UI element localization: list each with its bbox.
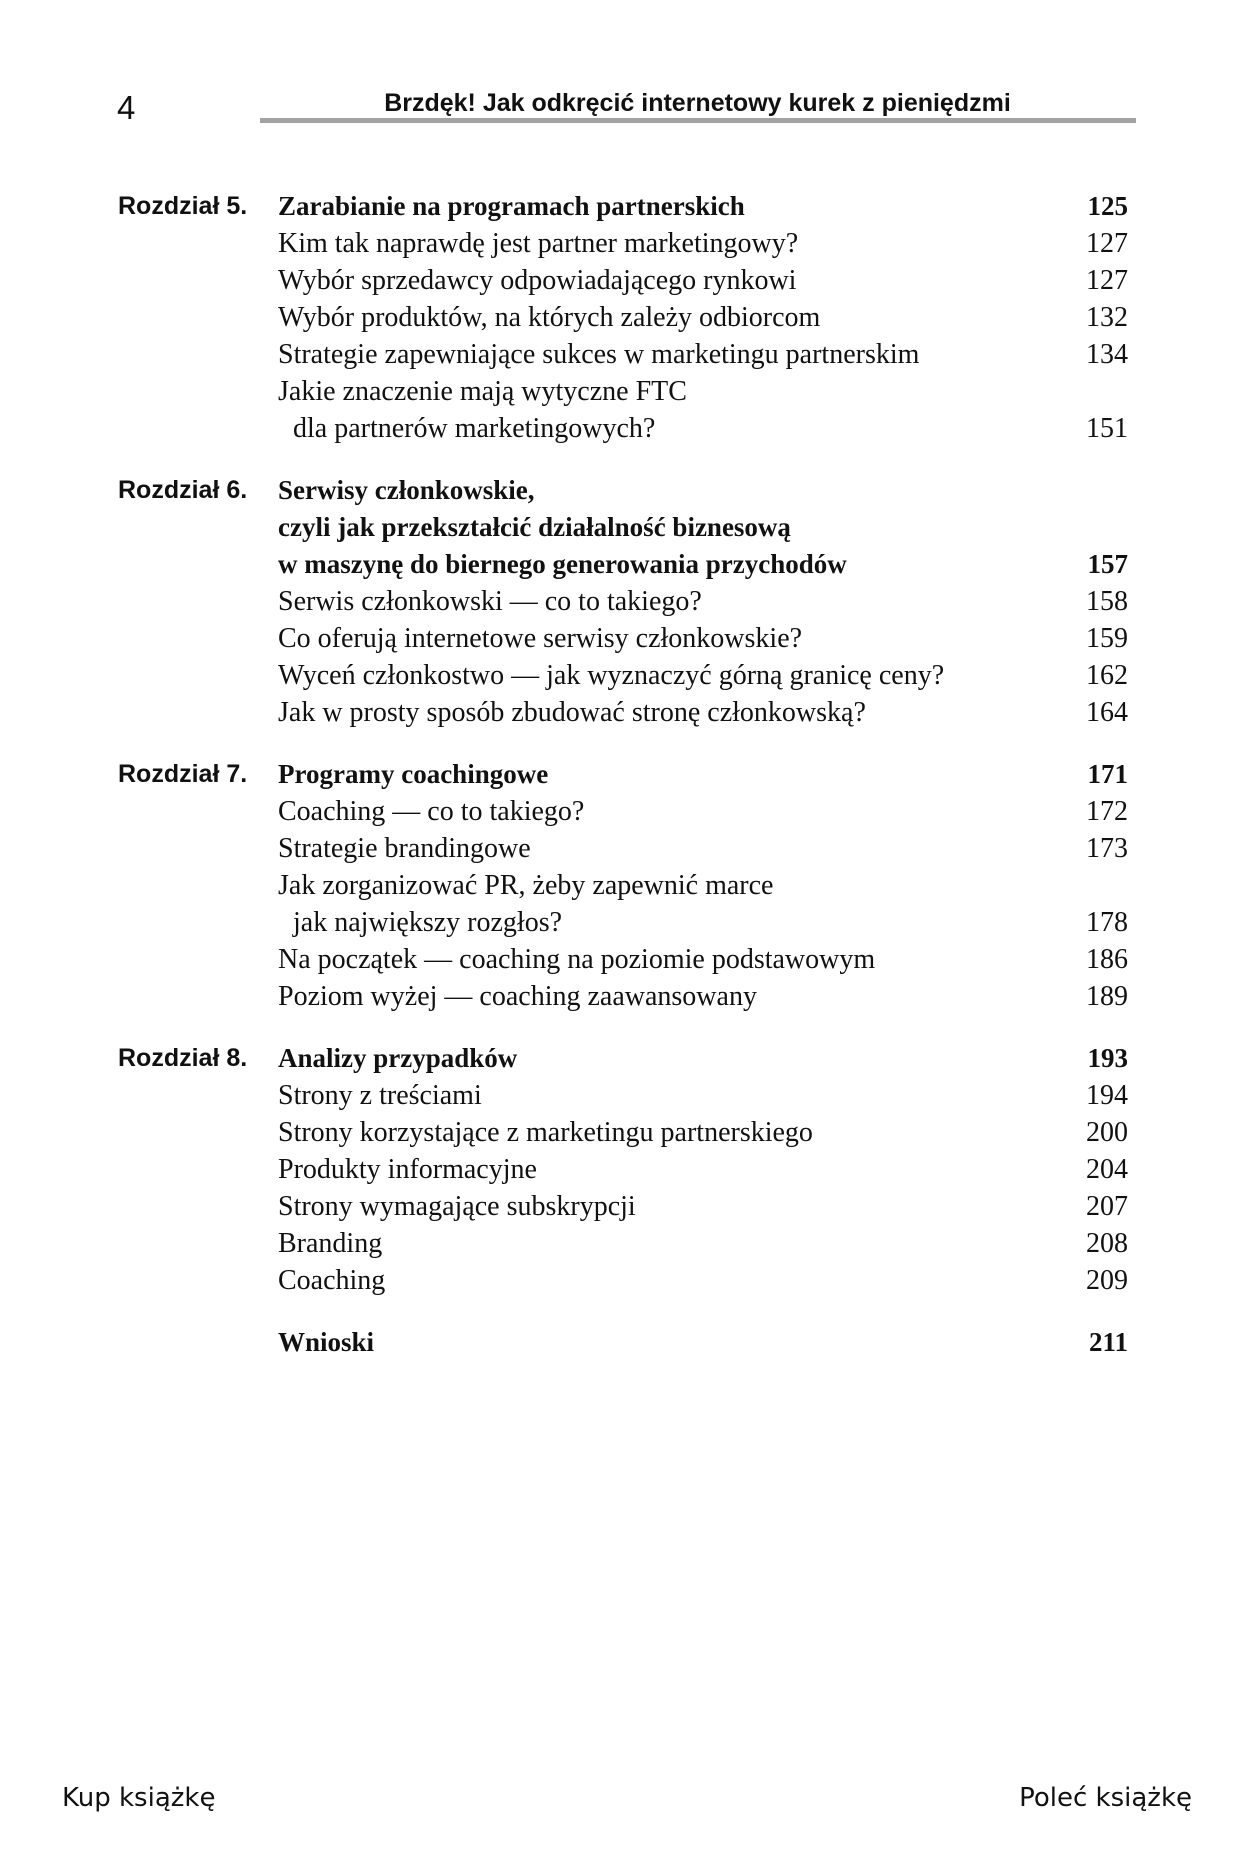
section-title: Produkty informacyjne bbox=[278, 1154, 537, 1185]
section-title: Strony z treściami bbox=[278, 1080, 482, 1111]
chapter-block bbox=[0, 188, 1244, 447]
chapter-title: Zarabianie na programach partnerskich bbox=[278, 191, 745, 221]
section-title: Jak zorganizować PR, żeby zapewnić marce bbox=[278, 870, 774, 901]
chapter-label: Rozdział 8. bbox=[118, 1044, 248, 1072]
section-title: jak największy rozgłos? bbox=[293, 907, 563, 938]
section-page-number: 208 bbox=[1086, 1228, 1128, 1259]
section-line bbox=[0, 1151, 1244, 1188]
section-page-number: 134 bbox=[1086, 339, 1128, 370]
section-line bbox=[0, 694, 1244, 731]
section-page-number: 186 bbox=[1086, 944, 1128, 975]
chapter-page-number: 193 bbox=[1087, 1043, 1128, 1073]
chapter-block bbox=[0, 1040, 1244, 1299]
section-line bbox=[0, 657, 1244, 694]
conclusion-block bbox=[0, 1324, 1244, 1361]
running-title: Brzdęk! Jak odkręcić internetowy kurek z pieniędzmi bbox=[384, 89, 1011, 117]
chapter-block bbox=[0, 472, 1244, 731]
chapter-title-line bbox=[0, 756, 1244, 793]
section-page-number: 204 bbox=[1086, 1154, 1128, 1185]
conclusion-page-number: 211 bbox=[1088, 1327, 1128, 1357]
chapter-title: w maszynę do biernego generowania przychodów bbox=[278, 549, 847, 579]
chapter-title: Serwisy członkowskie, bbox=[278, 475, 535, 505]
section-title: Kim tak naprawdę jest partner marketingowy? bbox=[278, 228, 799, 259]
section-title: Branding bbox=[278, 1228, 383, 1259]
section-line bbox=[0, 793, 1244, 830]
section-page-number: 178 bbox=[1086, 907, 1128, 938]
section-title: Wybór sprzedawcy odpowiadającego rynkowi bbox=[278, 265, 797, 296]
section-page-number: 151 bbox=[1086, 413, 1128, 444]
section-line bbox=[0, 1225, 1244, 1262]
section-title: Jakie znaczenie mają wytyczne FTC bbox=[278, 376, 687, 407]
header-rule bbox=[260, 118, 1136, 123]
section-line bbox=[0, 1262, 1244, 1299]
section-line bbox=[0, 299, 1244, 336]
chapter-title: Programy coachingowe bbox=[278, 759, 549, 789]
section-line bbox=[0, 336, 1244, 373]
section-line bbox=[0, 1188, 1244, 1225]
conclusion-line bbox=[0, 1324, 1244, 1361]
section-page-number: 173 bbox=[1086, 833, 1128, 864]
section-line bbox=[0, 225, 1244, 262]
section-line bbox=[0, 904, 1244, 941]
section-line bbox=[0, 410, 1244, 447]
section-page-number: 172 bbox=[1086, 796, 1128, 827]
section-page-number: 132 bbox=[1086, 302, 1128, 333]
section-title: Strony korzystające z marketingu partnerskiego bbox=[278, 1117, 813, 1148]
section-line bbox=[0, 620, 1244, 657]
chapter-label: Rozdział 5. bbox=[118, 192, 248, 220]
page-number: 4 bbox=[117, 89, 136, 126]
chapter-label: Rozdział 7. bbox=[118, 760, 248, 788]
chapter-title-line bbox=[0, 472, 1244, 509]
section-title: dla partnerów marketingowych? bbox=[293, 413, 656, 444]
chapter-block bbox=[0, 756, 1244, 1015]
chapter-title-line bbox=[0, 188, 1244, 225]
chapter-title: Analizy przypadków bbox=[278, 1043, 518, 1073]
section-line bbox=[0, 867, 1244, 904]
section-title: Na początek — coaching na poziomie podstawowym bbox=[278, 944, 876, 975]
section-page-number: 127 bbox=[1086, 228, 1128, 259]
chapter-page-number: 171 bbox=[1087, 759, 1128, 789]
table-of-contents bbox=[0, 188, 1244, 1386]
section-page-number: 159 bbox=[1086, 623, 1128, 654]
section-page-number: 209 bbox=[1086, 1265, 1128, 1296]
section-page-number: 207 bbox=[1086, 1191, 1128, 1222]
section-page-number: 164 bbox=[1086, 697, 1128, 728]
section-line bbox=[0, 583, 1244, 620]
section-line bbox=[0, 1114, 1244, 1151]
section-line bbox=[0, 830, 1244, 867]
section-page-number: 162 bbox=[1086, 660, 1128, 691]
buy-book-link[interactable]: Kup książkę bbox=[62, 1783, 216, 1813]
chapter-page-number: 157 bbox=[1087, 549, 1128, 579]
section-line bbox=[0, 978, 1244, 1015]
chapter-title-line bbox=[0, 1040, 1244, 1077]
section-title: Strategie zapewniające sukces w marketingu partnerskim bbox=[278, 339, 920, 370]
chapter-title-line bbox=[0, 546, 1244, 583]
section-title: Coaching — co to takiego? bbox=[278, 796, 585, 827]
section-page-number: 200 bbox=[1086, 1117, 1128, 1148]
section-line bbox=[0, 1077, 1244, 1114]
section-title: Coaching bbox=[278, 1265, 386, 1296]
section-title: Jak w prosty sposób zbudować stronę członkowską? bbox=[278, 697, 866, 728]
section-title: Serwis członkowski — co to takiego? bbox=[278, 586, 702, 617]
section-page-number: 189 bbox=[1086, 981, 1128, 1012]
section-title: Wyceń członkostwo — jak wyznaczyć górną granicę ceny? bbox=[278, 660, 945, 691]
section-title: Strony wymagające subskrypcji bbox=[278, 1191, 636, 1222]
section-title: Wybór produktów, na których zależy odbiorcom bbox=[278, 302, 821, 333]
conclusion-title: Wnioski bbox=[278, 1327, 375, 1357]
section-page-number: 158 bbox=[1086, 586, 1128, 617]
section-title: Poziom wyżej — coaching zaawansowany bbox=[278, 981, 757, 1012]
section-line bbox=[0, 262, 1244, 299]
section-page-number: 127 bbox=[1086, 265, 1128, 296]
section-line bbox=[0, 373, 1244, 410]
section-title: Strategie brandingowe bbox=[278, 833, 531, 864]
chapter-title: czyli jak przekształcić działalność biznesową bbox=[278, 512, 791, 542]
section-title: Co oferują internetowe serwisy członkowskie? bbox=[278, 623, 803, 654]
section-page-number: 194 bbox=[1086, 1080, 1128, 1111]
chapter-title-line bbox=[0, 509, 1244, 546]
chapter-page-number: 125 bbox=[1087, 191, 1128, 221]
recommend-book-link[interactable]: Poleć książkę bbox=[1019, 1783, 1192, 1813]
chapter-label: Rozdział 6. bbox=[118, 476, 248, 504]
section-line bbox=[0, 941, 1244, 978]
